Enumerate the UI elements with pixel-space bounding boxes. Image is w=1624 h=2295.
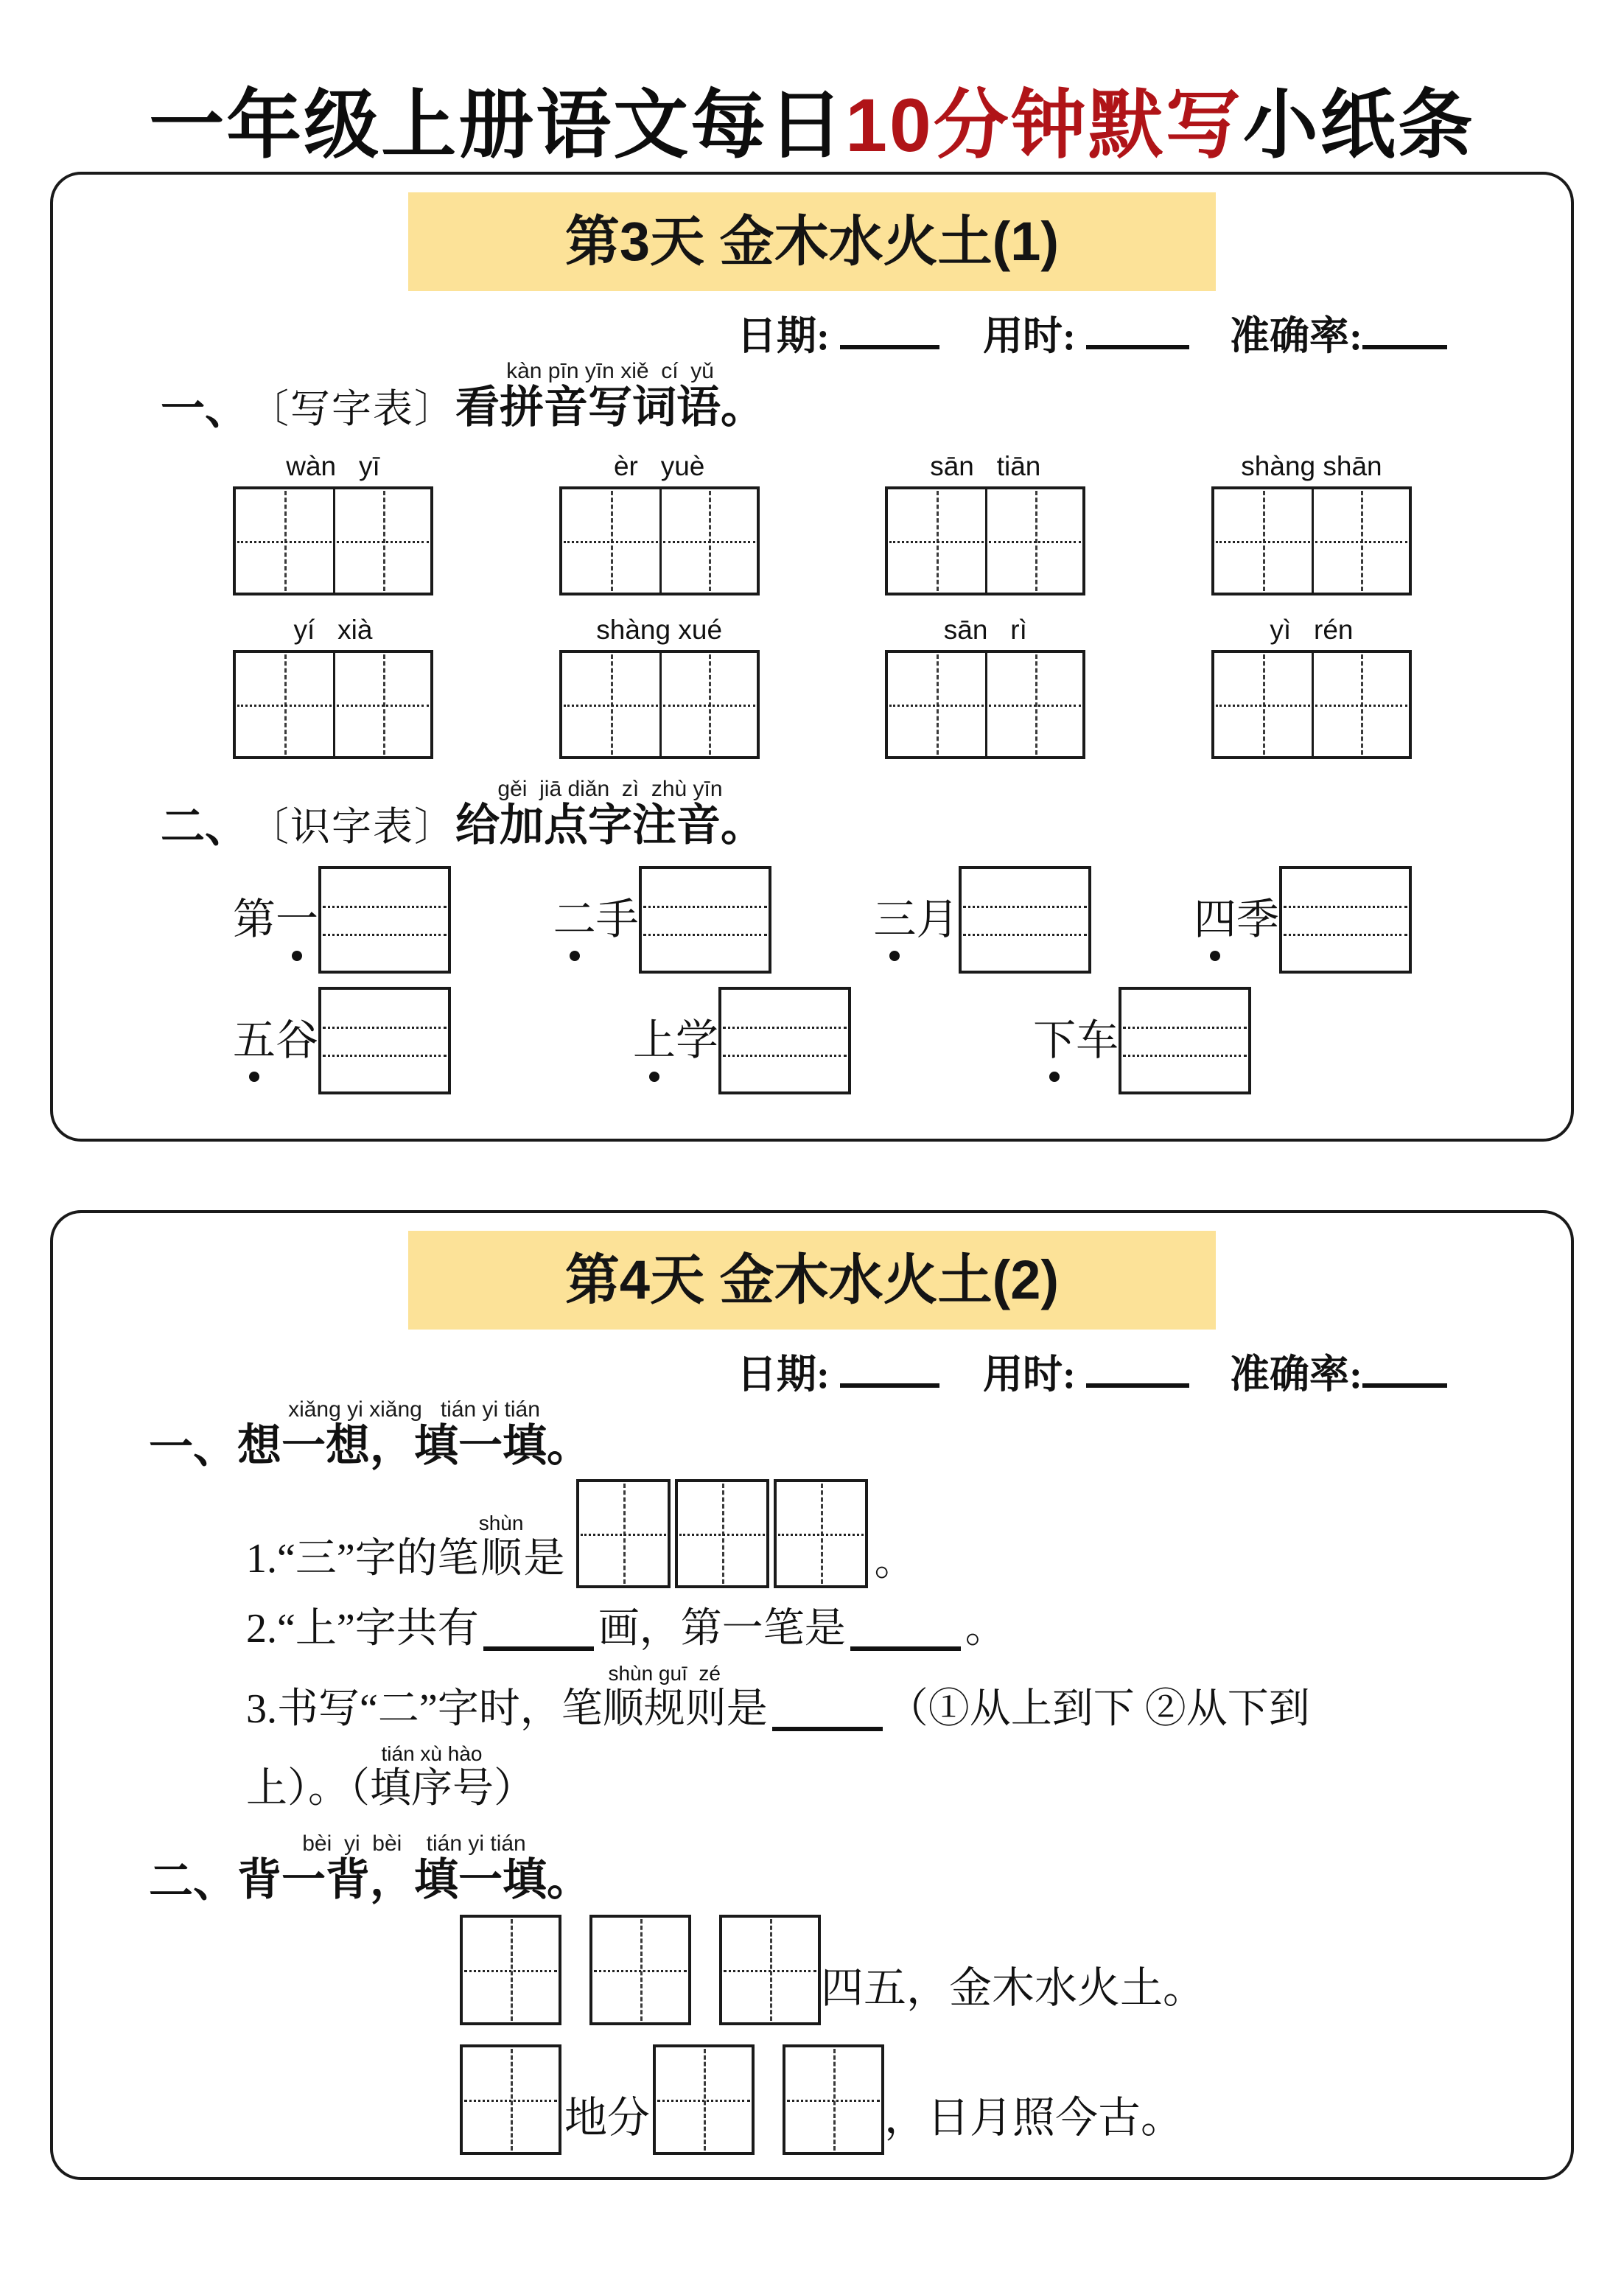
date-blank xyxy=(840,1349,939,1388)
tianzige-box xyxy=(774,1479,868,1588)
tianzige-box xyxy=(460,1915,561,2025)
time-blank xyxy=(1086,311,1189,349)
pinyin-writing-box xyxy=(318,866,451,974)
date-line xyxy=(53,304,1571,358)
question-text: ） xyxy=(494,1766,535,1812)
word-grid-group xyxy=(1211,451,1412,595)
section-number: 一、 xyxy=(149,1422,237,1472)
grid-cell xyxy=(1214,653,1312,756)
tianzige-box xyxy=(675,1479,769,1588)
time-label: 用时: xyxy=(983,1352,1077,1397)
dotted-char: 三 xyxy=(873,895,917,944)
grid-cell xyxy=(236,489,333,593)
word-grid-group xyxy=(559,615,760,759)
page-title-part1: 一年级上册语文每日 xyxy=(149,83,846,167)
answer-blank xyxy=(483,1613,594,1651)
answer-blank xyxy=(850,1613,961,1651)
pinyin-label: wàn yī xyxy=(286,451,380,481)
dotted-char: 四 xyxy=(1193,895,1236,944)
writing-grid xyxy=(885,650,1085,759)
question-number: 3. xyxy=(246,1686,277,1732)
question-3-continued xyxy=(53,1743,1571,1819)
char: 学 xyxy=(676,1016,719,1065)
question-text: 是 xyxy=(523,1535,565,1582)
day4-banner: 第4天 金木水火土(2) xyxy=(408,1231,1216,1330)
question-text: 。 xyxy=(965,1606,1007,1652)
writing-grid xyxy=(885,486,1085,595)
section2-heading xyxy=(53,1831,1571,1907)
annotation-item xyxy=(233,866,451,974)
question-options: （①从上到下 ②从下到 xyxy=(886,1686,1310,1732)
grid-cell xyxy=(562,653,659,756)
section-source-tag: 〔写字表〕 xyxy=(249,386,455,431)
grid-cell xyxy=(659,653,757,756)
pinyin-writing-box xyxy=(1279,866,1412,974)
dotted-char: 二 xyxy=(553,895,596,944)
question-text: 画，第一笔是 xyxy=(598,1606,846,1652)
item-label xyxy=(233,1017,318,1064)
item-label xyxy=(873,896,959,943)
writing-grid xyxy=(1211,650,1412,759)
dotted-char: 五 xyxy=(233,1016,276,1065)
section1-heading xyxy=(53,1397,1571,1470)
grid-cell xyxy=(888,489,985,593)
section2-heading xyxy=(53,777,1571,850)
grid-cell xyxy=(236,653,333,756)
word-grid-group xyxy=(559,451,760,595)
heading-pinyin: gěi jiā diǎn zì zhù yīn xyxy=(497,777,723,801)
section1-heading xyxy=(53,359,1571,432)
section-number: 二、 xyxy=(149,1856,237,1907)
word-grid-group xyxy=(233,615,433,759)
question-1 xyxy=(53,1479,1571,1588)
heading-pinyin: bèi yi bèi tián yi tián xyxy=(302,1831,526,1856)
word-grid-row xyxy=(233,615,1412,759)
tianzige-box xyxy=(576,1479,671,1588)
recite-fill-row xyxy=(53,1915,1571,2025)
page-title xyxy=(0,83,1624,169)
grid-cell xyxy=(562,489,659,593)
char: 车 xyxy=(1076,1016,1119,1065)
word-grid-row xyxy=(233,451,1412,595)
grid-cell xyxy=(333,489,430,593)
heading-pinyin: xiǎng yi xiǎng tián yi tián xyxy=(288,1397,540,1422)
ruby-pinyin: shùn xyxy=(478,1512,524,1535)
annotation-item xyxy=(553,866,771,974)
pinyin-writing-box xyxy=(1119,987,1251,1094)
tianzige-box xyxy=(719,1915,821,2025)
item-label xyxy=(1033,1017,1119,1064)
fill-sentence: ，日月照今古。 xyxy=(884,2094,1184,2142)
question-number: 2. xyxy=(246,1606,277,1652)
writing-grid xyxy=(559,486,760,595)
pinyin-label: èr yuè xyxy=(613,451,705,481)
char: 第 xyxy=(233,895,276,944)
pinyin-writing-box xyxy=(959,866,1091,974)
page-title-part2: 小纸条 xyxy=(1242,83,1475,167)
annotation-item xyxy=(633,987,851,1094)
grid-cell xyxy=(659,489,757,593)
item-label xyxy=(1194,896,1279,943)
question-3 xyxy=(53,1663,1571,1739)
annotation-row xyxy=(233,987,1412,1094)
writing-grid xyxy=(233,486,433,595)
ruby-chars: 顺规则 xyxy=(602,1686,727,1732)
accuracy-label: 准确率: xyxy=(1230,314,1362,358)
writing-grid xyxy=(559,650,760,759)
page-title-highlight: 10分钟默写 xyxy=(845,83,1243,167)
accuracy-blank xyxy=(1362,1349,1447,1388)
char: 手 xyxy=(595,895,639,944)
accuracy-label: 准确率: xyxy=(1230,1352,1362,1397)
question-2 xyxy=(53,1604,1571,1658)
dotted-char: 一 xyxy=(276,895,319,944)
word-grid-group xyxy=(885,615,1085,759)
char: 季 xyxy=(1236,895,1279,944)
annotation-item xyxy=(233,987,451,1094)
dotted-char: 上 xyxy=(633,1016,676,1065)
question-text: 上）。（ xyxy=(246,1766,370,1812)
section-source-tag: 〔识字表〕 xyxy=(249,804,455,849)
tianzige-box xyxy=(589,1915,691,2025)
section-number: 二、 xyxy=(161,802,249,851)
pinyin-label: yí xià xyxy=(293,615,373,645)
word-grid-group xyxy=(1211,615,1412,759)
ruby-char: 顺 xyxy=(480,1535,522,1582)
time-blank xyxy=(1086,1349,1189,1388)
writing-grid xyxy=(1211,486,1412,595)
date-label: 日期: xyxy=(737,1352,830,1397)
question-text: 书写“二”字时，笔 xyxy=(277,1686,603,1732)
heading-text: 给加点字注音。 xyxy=(455,800,765,850)
item-label xyxy=(633,1017,718,1064)
date-blank xyxy=(840,311,939,349)
time-label: 用时: xyxy=(983,314,1077,358)
pinyin-label: yì rén xyxy=(1270,615,1354,645)
day3-banner: 第3天 金木水火土(1) xyxy=(408,192,1216,291)
answer-blank xyxy=(772,1693,883,1731)
heading-text: 看拼音写词语。 xyxy=(455,382,765,432)
annotation-item xyxy=(1033,987,1251,1094)
grid-cell xyxy=(985,653,1082,756)
grid-cell xyxy=(985,489,1082,593)
section-number: 一、 xyxy=(161,384,249,433)
tianzige-box xyxy=(460,2044,561,2155)
question-number: 1. xyxy=(246,1535,277,1582)
accuracy-blank xyxy=(1362,311,1447,349)
question-text: “三”字的笔 xyxy=(277,1535,479,1582)
writing-grid xyxy=(233,650,433,759)
pinyin-writing-box xyxy=(718,987,851,1094)
pinyin-writing-box xyxy=(318,987,451,1094)
pinyin-label: shàng shān xyxy=(1241,451,1382,481)
annotation-item xyxy=(1194,866,1412,974)
tianzige-box xyxy=(783,2044,884,2155)
item-label xyxy=(233,896,318,943)
heading-pinyin: kàn pīn yīn xiě cí yǔ xyxy=(506,359,714,383)
fill-sentence: 地分 xyxy=(564,2094,651,2142)
dotted-char: 下 xyxy=(1033,1016,1077,1065)
question-text: 。 xyxy=(874,1538,916,1585)
pinyin-label: sān tiān xyxy=(930,451,1041,481)
ruby-chars: 填序号 xyxy=(370,1766,494,1812)
grid-cell xyxy=(888,653,985,756)
heading-text: 想一想，填一填。 xyxy=(237,1421,591,1470)
ruby-pinyin: shùn guī zé xyxy=(608,1662,721,1686)
char: 月 xyxy=(916,895,959,944)
item-label xyxy=(553,896,639,943)
pinyin-label: sān rì xyxy=(943,615,1027,645)
question-text: 是 xyxy=(726,1686,768,1732)
annotation-row xyxy=(233,866,1412,974)
ruby-pinyin: tián xù hào xyxy=(381,1742,483,1765)
recite-fill-row xyxy=(53,2044,1571,2155)
grid-cell xyxy=(1312,653,1409,756)
date-label: 日期: xyxy=(737,314,830,358)
annotation-item xyxy=(873,866,1091,974)
grid-cell xyxy=(1312,489,1409,593)
pinyin-writing-box xyxy=(639,866,771,974)
tianzige-box xyxy=(653,2044,755,2155)
worksheet-card-day3 xyxy=(50,172,1574,1142)
grid-cell xyxy=(333,653,430,756)
question-text: “上”字共有 xyxy=(277,1606,479,1652)
date-line xyxy=(53,1343,1571,1397)
char: 谷 xyxy=(276,1016,319,1065)
worksheet-card-day4 xyxy=(50,1210,1574,2180)
word-grid-group xyxy=(885,451,1085,595)
fill-sentence: 四五，金木水火土。 xyxy=(821,1964,1206,2013)
heading-text: 背一背，填一填。 xyxy=(237,1855,591,1905)
grid-cell xyxy=(1214,489,1312,593)
word-grid-group xyxy=(233,451,433,595)
pinyin-label: shàng xué xyxy=(596,615,723,645)
